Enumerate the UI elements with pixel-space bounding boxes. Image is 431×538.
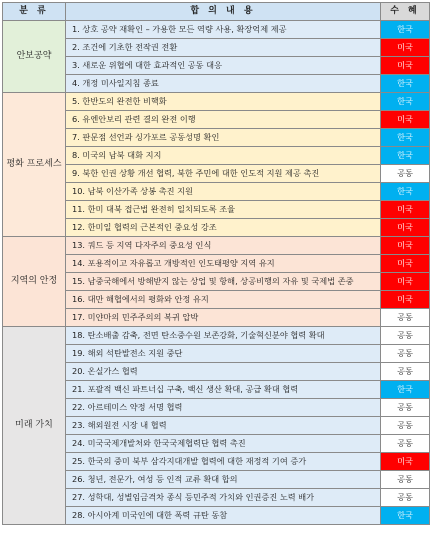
table-row (3, 399, 430, 417)
table-row (3, 183, 430, 201)
agreement-item: 16. 대만 해협에서의 평화와 안정 유지 (66, 291, 381, 309)
agreement-item: 6. 유엔안보리 관련 결의 완전 이행 (66, 111, 381, 129)
table-row (3, 291, 430, 309)
beneficiary-cell: 공동 (381, 309, 430, 327)
agreement-item: 10. 남북 이산가족 상봉 촉진 지원 (66, 183, 381, 201)
table-row (3, 489, 430, 507)
beneficiary-cell: 미국 (381, 291, 430, 309)
category-cell: 안보공약 (3, 21, 66, 93)
beneficiary-cell: 공동 (381, 165, 430, 183)
beneficiary-cell: 한국 (381, 381, 430, 399)
beneficiary-cell: 한국 (381, 75, 430, 93)
table-row (3, 471, 430, 489)
table-row (3, 147, 430, 165)
beneficiary-cell: 한국 (381, 129, 430, 147)
agreement-item: 21. 포괄적 백신 파트너십 구축, 백신 생산 확대, 공급 확대 협력 (66, 381, 381, 399)
table-row (3, 201, 430, 219)
beneficiary-cell: 공동 (381, 471, 430, 489)
table-row (3, 111, 430, 129)
agreement-item: 27. 성학대, 성별임금격차 종식 등민주적 가치와 인권증진 노력 배가 (66, 489, 381, 507)
agreement-item: 17. 미얀마의 민주주의의 복귀 압박 (66, 309, 381, 327)
agreement-item: 19. 해외 석탄발전소 지원 중단 (66, 345, 381, 363)
agreement-item: 14. 포용적이고 자유롭고 개방적인 인도태평양 지역 유지 (66, 255, 381, 273)
beneficiary-cell: 공동 (381, 435, 430, 453)
table-row (3, 165, 430, 183)
table-row (3, 363, 430, 381)
agreement-item: 1. 상호 공약 재확인 – 가용한 모든 역량 사용, 확장억제 제공 (66, 21, 381, 39)
beneficiary-cell: 미국 (381, 237, 430, 255)
beneficiary-cell: 미국 (381, 219, 430, 237)
beneficiary-cell: 한국 (381, 147, 430, 165)
agreement-item: 8. 미국의 남북 대화 지지 (66, 147, 381, 165)
table-row (3, 237, 430, 255)
category-cell: 지역의 안정 (3, 237, 66, 327)
agreement-item: 15. 남중국해에서 방해받지 않는 상업 및 항해, 상공비행의 자유 및 국제법 존중 (66, 273, 381, 291)
table-row (3, 21, 430, 39)
beneficiary-cell: 공동 (381, 345, 430, 363)
table-body (3, 21, 430, 525)
agreement-item: 26. 청년, 전문가, 여성 등 인적 교류 확대 합의 (66, 471, 381, 489)
table-row (3, 453, 430, 471)
agreement-item: 13. 쿼드 등 지역 다자주의 중요성 인식 (66, 237, 381, 255)
beneficiary-cell: 한국 (381, 93, 430, 111)
agreement-item: 20. 온실가스 협력 (66, 363, 381, 381)
table-row (3, 435, 430, 453)
agreement-item: 25. 한국의 중미 북부 삼각지대개발 협력에 대한 재정적 기여 증가 (66, 453, 381, 471)
agreement-item: 12. 한미일 협력의 근본적인 중요성 강조 (66, 219, 381, 237)
beneficiary-cell: 미국 (381, 201, 430, 219)
beneficiary-cell: 미국 (381, 453, 430, 471)
header-category: 분 류 (3, 3, 66, 21)
agreement-item: 24. 미국국제개발처와 한국국제협력단 협력 촉진 (66, 435, 381, 453)
header-beneficiary: 수 혜 (381, 3, 430, 21)
table-row (3, 57, 430, 75)
table-row (3, 39, 430, 57)
beneficiary-cell: 공동 (381, 489, 430, 507)
agreement-item: 9. 북한 인권 상황 개선 협력, 북한 주민에 대한 인도적 지원 제공 촉진 (66, 165, 381, 183)
table-row (3, 273, 430, 291)
beneficiary-cell: 공동 (381, 363, 430, 381)
beneficiary-cell: 미국 (381, 255, 430, 273)
table-row (3, 309, 430, 327)
beneficiary-cell: 한국 (381, 183, 430, 201)
table-row (3, 417, 430, 435)
table-row (3, 129, 430, 147)
beneficiary-cell: 미국 (381, 273, 430, 291)
beneficiary-cell: 공동 (381, 399, 430, 417)
agreement-item: 4. 개정 미사일지침 종료 (66, 75, 381, 93)
agreement-item: 7. 판문점 선언과 싱가포르 공동성명 확인 (66, 129, 381, 147)
table-row (3, 381, 430, 399)
agreement-table (2, 2, 430, 525)
agreement-item: 18. 탄소배출 감축, 전면 탄소중수원 보존강화, 기술혁신분야 협력 확대 (66, 327, 381, 345)
agreement-item: 22. 아르테미스 약정 서명 협력 (66, 399, 381, 417)
table-row (3, 75, 430, 93)
table-row (3, 327, 430, 345)
beneficiary-cell: 한국 (381, 507, 430, 525)
table-row (3, 93, 430, 111)
header-row (3, 3, 430, 21)
agreement-item: 23. 해외원전 시장 내 협력 (66, 417, 381, 435)
beneficiary-cell: 공동 (381, 327, 430, 345)
agreement-item: 3. 새로운 위협에 대한 효과적인 공동 대응 (66, 57, 381, 75)
table-row (3, 345, 430, 363)
category-cell: 평화 프로세스 (3, 93, 66, 237)
table-row (3, 219, 430, 237)
agreement-item: 11. 한미 대북 접근법 완전히 일치되도록 조율 (66, 201, 381, 219)
category-cell: 미래 가치 (3, 327, 66, 525)
beneficiary-cell: 미국 (381, 39, 430, 57)
beneficiary-cell: 미국 (381, 57, 430, 75)
beneficiary-cell: 공동 (381, 417, 430, 435)
agreement-item: 5. 한반도의 완전한 비핵화 (66, 93, 381, 111)
agreement-item: 2. 조건에 기초한 전작권 전환 (66, 39, 381, 57)
agreement-item: 28. 아시아계 미국인에 대한 폭력 규탄 동참 (66, 507, 381, 525)
header-agreement: 합 의 내 용 (66, 3, 381, 21)
table-row (3, 507, 430, 525)
table-row (3, 255, 430, 273)
beneficiary-cell: 한국 (381, 21, 430, 39)
beneficiary-cell: 미국 (381, 111, 430, 129)
